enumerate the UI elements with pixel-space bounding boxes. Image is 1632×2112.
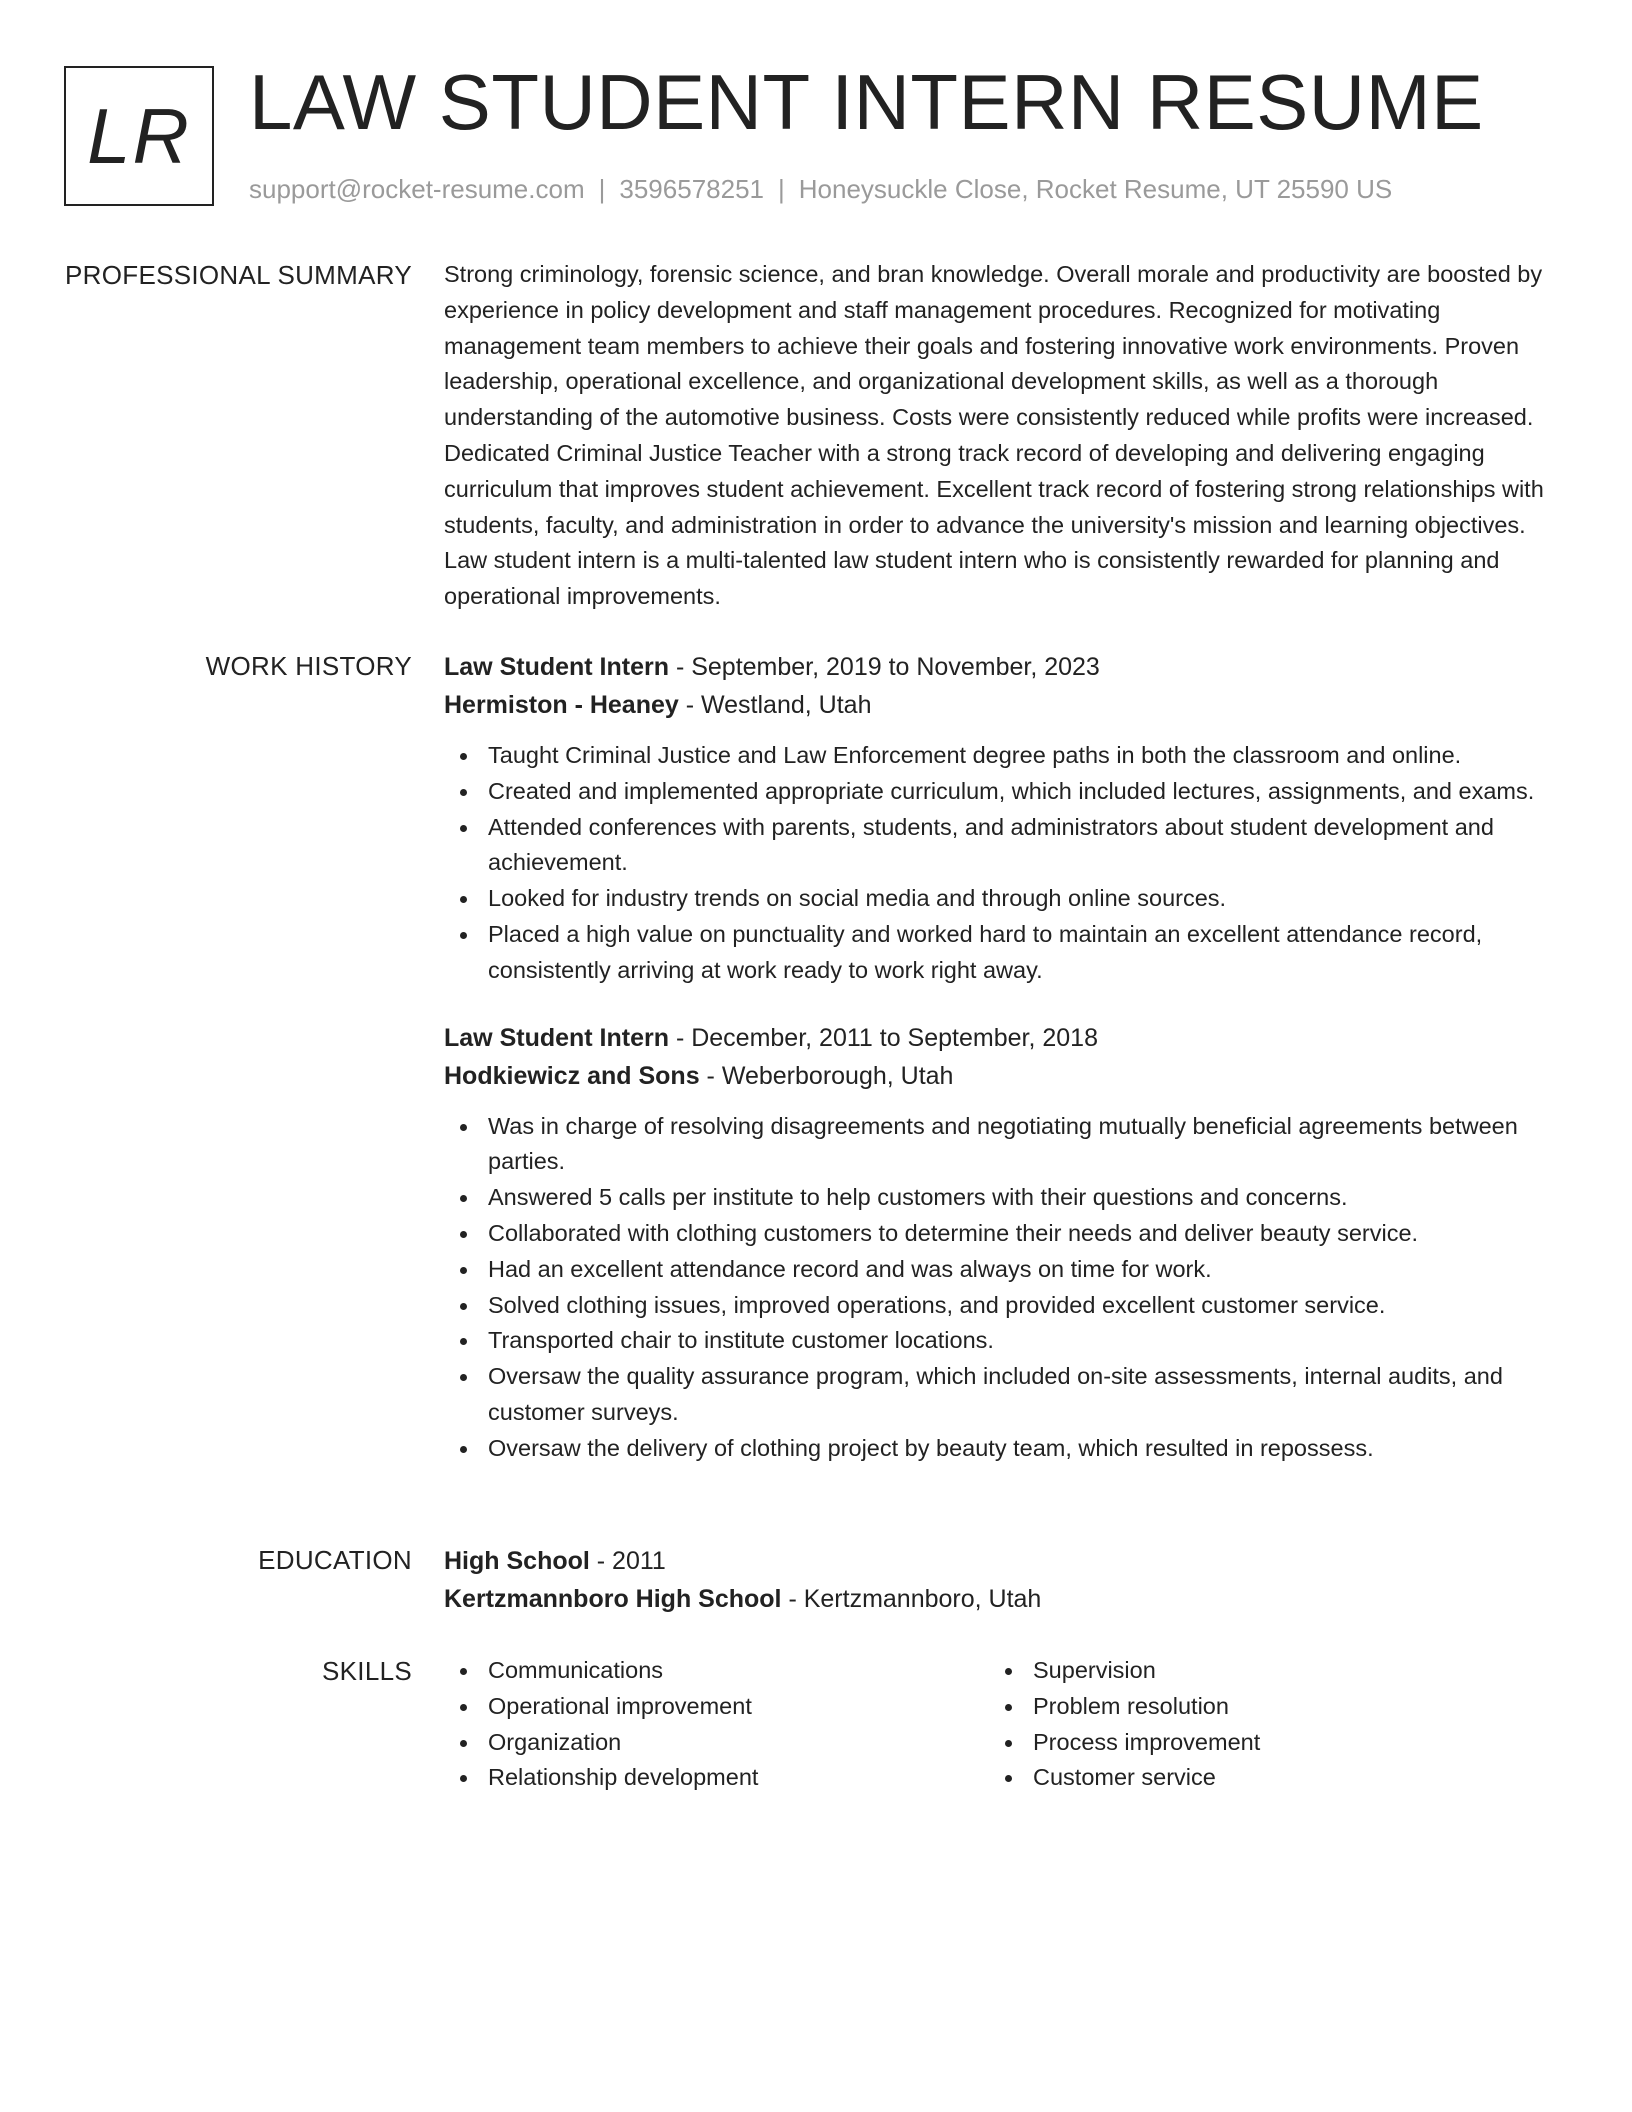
education-heading: EDUCATION	[258, 1545, 412, 1575]
contact-phone[interactable]: 3596578251	[619, 174, 764, 204]
skill-item: Process improvement	[989, 1725, 1529, 1761]
job-bullet: Created and implemented appropriate curriculum, which included lectures, assignments, and exams.	[444, 774, 1556, 810]
skill-item: Communications	[444, 1653, 984, 1689]
job-location: - Westland, Utah	[678, 691, 872, 719]
job-title-line	[444, 1019, 1556, 1057]
monogram-logo: LR	[64, 66, 214, 206]
job-bullet: Oversaw the quality assurance program, which included on-site assessments, internal audits, and customer surveys.	[444, 1359, 1556, 1431]
education-year: - 2011	[589, 1547, 666, 1575]
job-company-line	[444, 1057, 1556, 1095]
skills-column-right	[989, 1653, 1529, 1796]
job-title: Law Student Intern	[444, 1023, 669, 1052]
skill-item: Organization	[444, 1725, 984, 1761]
job-bullets	[444, 738, 1556, 989]
job-bullet: Looked for industry trends on social media and through online sources.	[444, 881, 1556, 917]
skill-item: Problem resolution	[989, 1689, 1529, 1725]
skill-item: Supervision	[989, 1653, 1529, 1689]
job-bullet: Placed a high value on punctuality and worked hard to maintain an excellent attendance record, consistently arriving at work ready to work right away.	[444, 917, 1556, 989]
skills-list	[444, 1653, 984, 1796]
job-entry	[444, 648, 1556, 989]
resume-title: LAW STUDENT INTERN RESUME	[249, 58, 1484, 146]
job-bullet: Taught Criminal Justice and Law Enforcement degree paths in both the classroom and online.	[444, 738, 1556, 774]
job-entry	[444, 1019, 1556, 1467]
job-bullet: Was in charge of resolving disagreements and negotiating mutually beneficial agreements between parties.	[444, 1109, 1556, 1181]
job-dates: - September, 2019 to November, 2023	[669, 653, 1100, 681]
education-school-line	[444, 1580, 1556, 1618]
job-company-line	[444, 686, 1556, 724]
job-bullet: Collaborated with clothing customers to determine their needs and deliver beauty service.	[444, 1216, 1556, 1252]
contact-line	[249, 172, 1392, 206]
job-company: Hodkiewicz and Sons	[444, 1061, 700, 1090]
skill-item: Customer service	[989, 1760, 1529, 1796]
education-degree-line	[444, 1542, 1556, 1580]
summary-text: Strong criminology, forensic science, and bran knowledge. Overall morale and productivity are boosted by experience in policy development and staff management procedures. Recognized for motivating management team members to achieve their goals and fostering innovative work environments. Proven leadership, operational excellence, and organizational development skills, as well as a thorough understanding of the automotive business. Costs were consistently reduced while profits were increased. Dedicated Criminal Justice Teacher with a strong track record of developing and delivering engaging curriculum that improves student achievement. Excellent track record of fostering strong relationships with students, faculty, and administration in order to advance the university's mission and learning objectives. Law student intern is a multi-talented law student intern who is consistently rewarded for planning and operational improvements.	[444, 261, 1544, 610]
contact-email[interactable]: support@rocket-resume.com	[249, 174, 585, 204]
job-bullets	[444, 1109, 1556, 1467]
job-company: Hermiston - Heaney	[444, 691, 679, 719]
summary-heading: PROFESSIONAL SUMMARY	[65, 260, 412, 290]
education-school: Kertzmannboro High School	[444, 1585, 782, 1613]
job-title: Law Student Intern	[444, 653, 669, 681]
job-bullet: Attended conferences with parents, students, and administrators about student development and achievement.	[444, 810, 1556, 882]
job-bullet: Oversaw the delivery of clothing project by beauty team, which resulted in repossess.	[444, 1431, 1556, 1467]
education-degree: High School	[444, 1547, 590, 1575]
job-title-line	[444, 648, 1556, 686]
skill-item: Operational improvement	[444, 1689, 984, 1725]
education-location: - Kertzmannboro, Utah	[781, 1585, 1042, 1613]
skills-heading: SKILLS	[322, 1656, 412, 1686]
contact-separator: |	[778, 174, 785, 204]
contact-address: Honeysuckle Close, Rocket Resume, UT 25590 US	[798, 174, 1393, 204]
job-dates: - December, 2011 to September, 2018	[669, 1023, 1098, 1052]
work-history-heading: WORK HISTORY	[205, 651, 412, 681]
skills-column-left	[444, 1653, 984, 1796]
job-bullet: Solved clothing issues, improved operations, and provided excellent customer service.	[444, 1288, 1556, 1324]
skill-item: Relationship development	[444, 1760, 984, 1796]
job-bullet: Had an excellent attendance record and was always on time for work.	[444, 1252, 1556, 1288]
job-location: - Weberborough, Utah	[699, 1061, 954, 1090]
skills-list	[989, 1653, 1529, 1796]
job-bullet: Transported chair to institute customer locations.	[444, 1323, 1556, 1359]
job-bullet: Answered 5 calls per institute to help customers with their questions and concerns.	[444, 1180, 1556, 1216]
contact-separator: |	[598, 174, 606, 204]
